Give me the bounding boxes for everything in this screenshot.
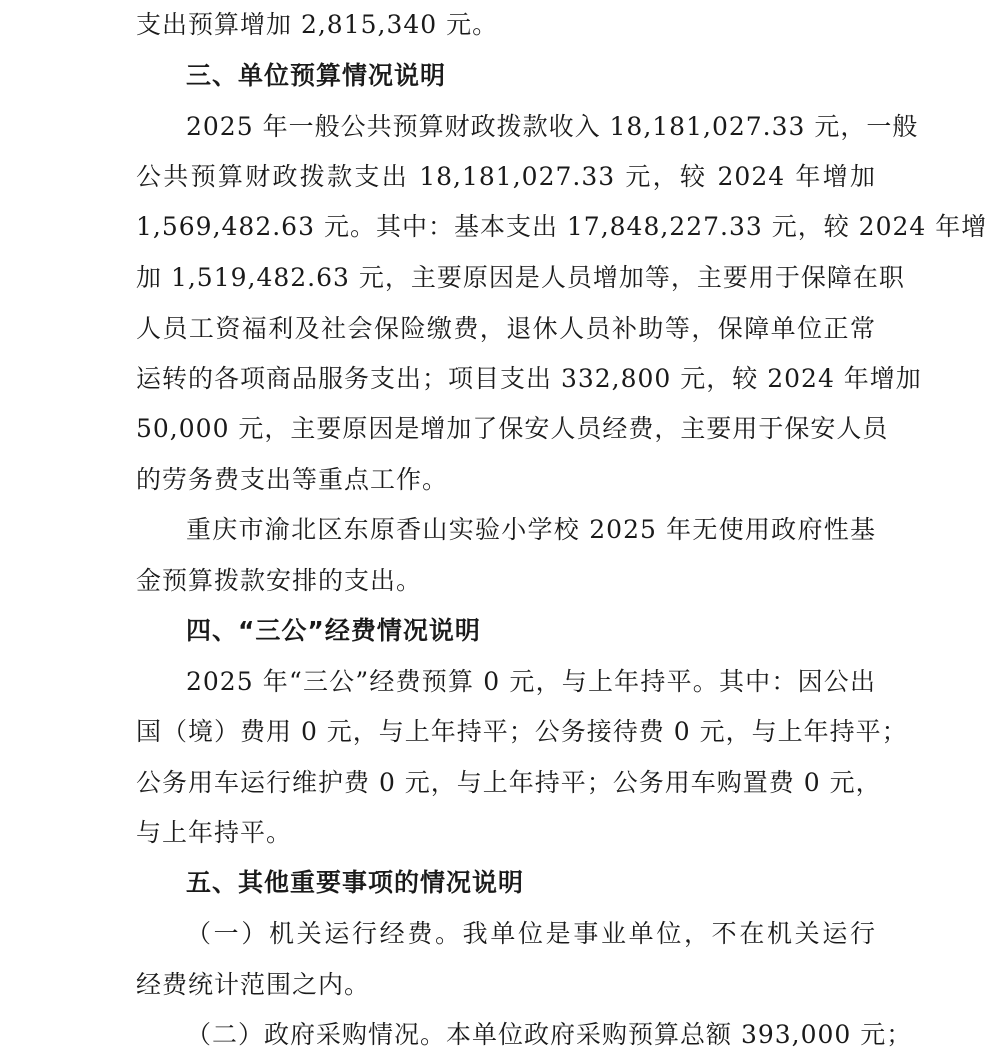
text-line: 金预算拨款安排的支出。 bbox=[136, 566, 423, 595]
text-line: 支出预算增加 2,815,340 元。 bbox=[136, 10, 499, 39]
text-line: 公务用车运行维护费 0 元，与上年持平；公务用车购置费 0 元， bbox=[136, 768, 882, 797]
text-line: 人员工资福利及社会保险缴费，退休人员补助等，保障单位正常 bbox=[136, 314, 876, 343]
section-heading-4: 四、“三公”经费情况说明 bbox=[186, 616, 481, 645]
text-line: 2025 年一般公共预算财政拨款收入 18,181,027.33 元，一般 bbox=[186, 112, 919, 141]
text-line: 2025 年“三公”经费预算 0 元，与上年持平。其中：因公出 bbox=[186, 667, 876, 696]
text-line: 国（境）费用 0 元，与上年持平；公务接待费 0 元，与上年持平； bbox=[136, 717, 908, 746]
text-line: 与上年持平。 bbox=[136, 818, 293, 847]
text-line: 重庆市渝北区东原香山实验小学校 2025 年无使用政府性基 bbox=[186, 515, 876, 544]
text-line: （一）机关运行经费。我单位是事业单位，不在机关运行 bbox=[186, 919, 876, 948]
text-line: （二）政府采购情况。本单位政府采购预算总额 393,000 元； bbox=[186, 1020, 913, 1049]
section-heading-3: 三、单位预算情况说明 bbox=[186, 61, 447, 90]
section-heading-5: 五、其他重要事项的情况说明 bbox=[186, 868, 525, 897]
text-line: 经费统计范围之内。 bbox=[136, 970, 371, 999]
text-line: 1,569,482.63 元。其中：基本支出 17,848,227.33 元，较 2024 年增 bbox=[136, 212, 988, 241]
text-line: 50,000 元，主要原因是增加了保安人员经费，主要用于保安人员 bbox=[136, 414, 889, 443]
text-line: 的劳务费支出等重点工作。 bbox=[136, 465, 449, 494]
text-line: 运转的各项商品服务支出；项目支出 332,800 元，较 2024 年增加 bbox=[136, 364, 922, 393]
text-line: 公共预算财政拨款支出 18,181,027.33 元，较 2024 年增加 bbox=[136, 162, 876, 191]
text-line: 加 1,519,482.63 元，主要原因是人员增加等，主要用于保障在职 bbox=[136, 263, 905, 292]
